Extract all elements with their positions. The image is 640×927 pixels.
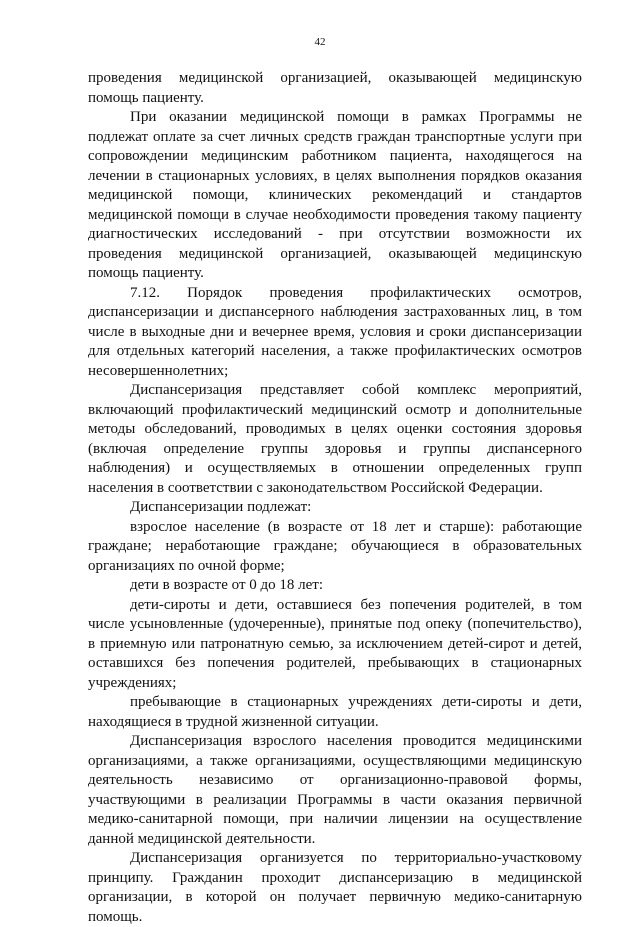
paragraph-subject-to-dispensarization: Диспансеризации подлежат: [130, 499, 312, 515]
paragraph-continuation: проведения медицинской организацией, оказывающей медицинскую помощь пациенту. [88, 70, 582, 106]
paragraph-territorial-principle: Диспансеризация организуется по территориально-участковому принципу. Гражданин проходит диспансеризацию в медицинской организации, в которой он получает первичную медико-санитарную помощь. [88, 850, 582, 925]
paragraph-dispensarization-definition: Диспансеризация представляет собой комплекс мероприятий, включающий профилактический медицинский осмотр и дополнительные методы обследований, проводимых в целях оценки состояния здоровья (включая определение группы здоровья и группы диспансерного наблюдения) и осуществляемых в отношении определенных групп населения в соответствии с законодательством Российской Федерации. [88, 382, 582, 496]
body-text [88, 69, 582, 927]
paragraph-transport-services: При оказании медицинской помощи в рамках Программы не подлежат оплате за счет личных средств граждан транспортные услуги при сопровождении медицинским работником пациента, находящегося на лечении в стационарных условиях, в целях выполнения порядков оказания медицинской помощи, клинических рекомендаций и стандартов медицинской помощи в случае необходимости проведения такому пациенту диагностических исследований - при отсутствии возможности их проведения медицинской организацией, оказывающей медицинскую помощь пациенту. [88, 109, 582, 281]
paragraph-adult-population: взрослое население (в возрасте от 18 лет и старше): работающие граждане; неработающие граждане; обучающиеся в образовательных организациях по очной форме; [88, 518, 582, 574]
page-number: 42 [314, 36, 326, 48]
paragraph-children-in-institutions: пребывающие в стационарных учреждениях дети-сироты и дети, находящиеся в трудной жизненной ситуации. [88, 694, 582, 730]
paragraph-children-0-18: дети в возрасте от 0 до 18 лет: [130, 577, 323, 593]
paragraph-adult-dispensarization-providers: Диспансеризация взрослого населения проводится медицинскими организациями, а также организациями, осуществляющими медицинскую деятельность независимо от организационно-правовой формы, участвующими в реализации Программы в части оказания первичной медико-санитарной помощи, при наличии лицензии на осуществление данной медицинской деятельности. [88, 733, 582, 847]
paragraph-section-7-12-heading: 7.12. Порядок проведения профилактических осмотров, диспансеризации и диспансерного наблюдения застрахованных лиц, в том числе в выходные дни и вечернее время, условия и сроки диспансеризации для отдельных категорий населения, а также профилактических осмотров несовершеннолетних; [88, 284, 582, 379]
paragraph-orphans: дети-сироты и дети, оставшиеся без попечения родителей, в том числе усыновленные (удочеренные), принятые под опеку (попечительство), в приемную или патронатную семью, за исключением детей-сирот и детей, оставшихся без попечения родителей, пребывающих в стационарных учреждениях; [88, 596, 582, 691]
